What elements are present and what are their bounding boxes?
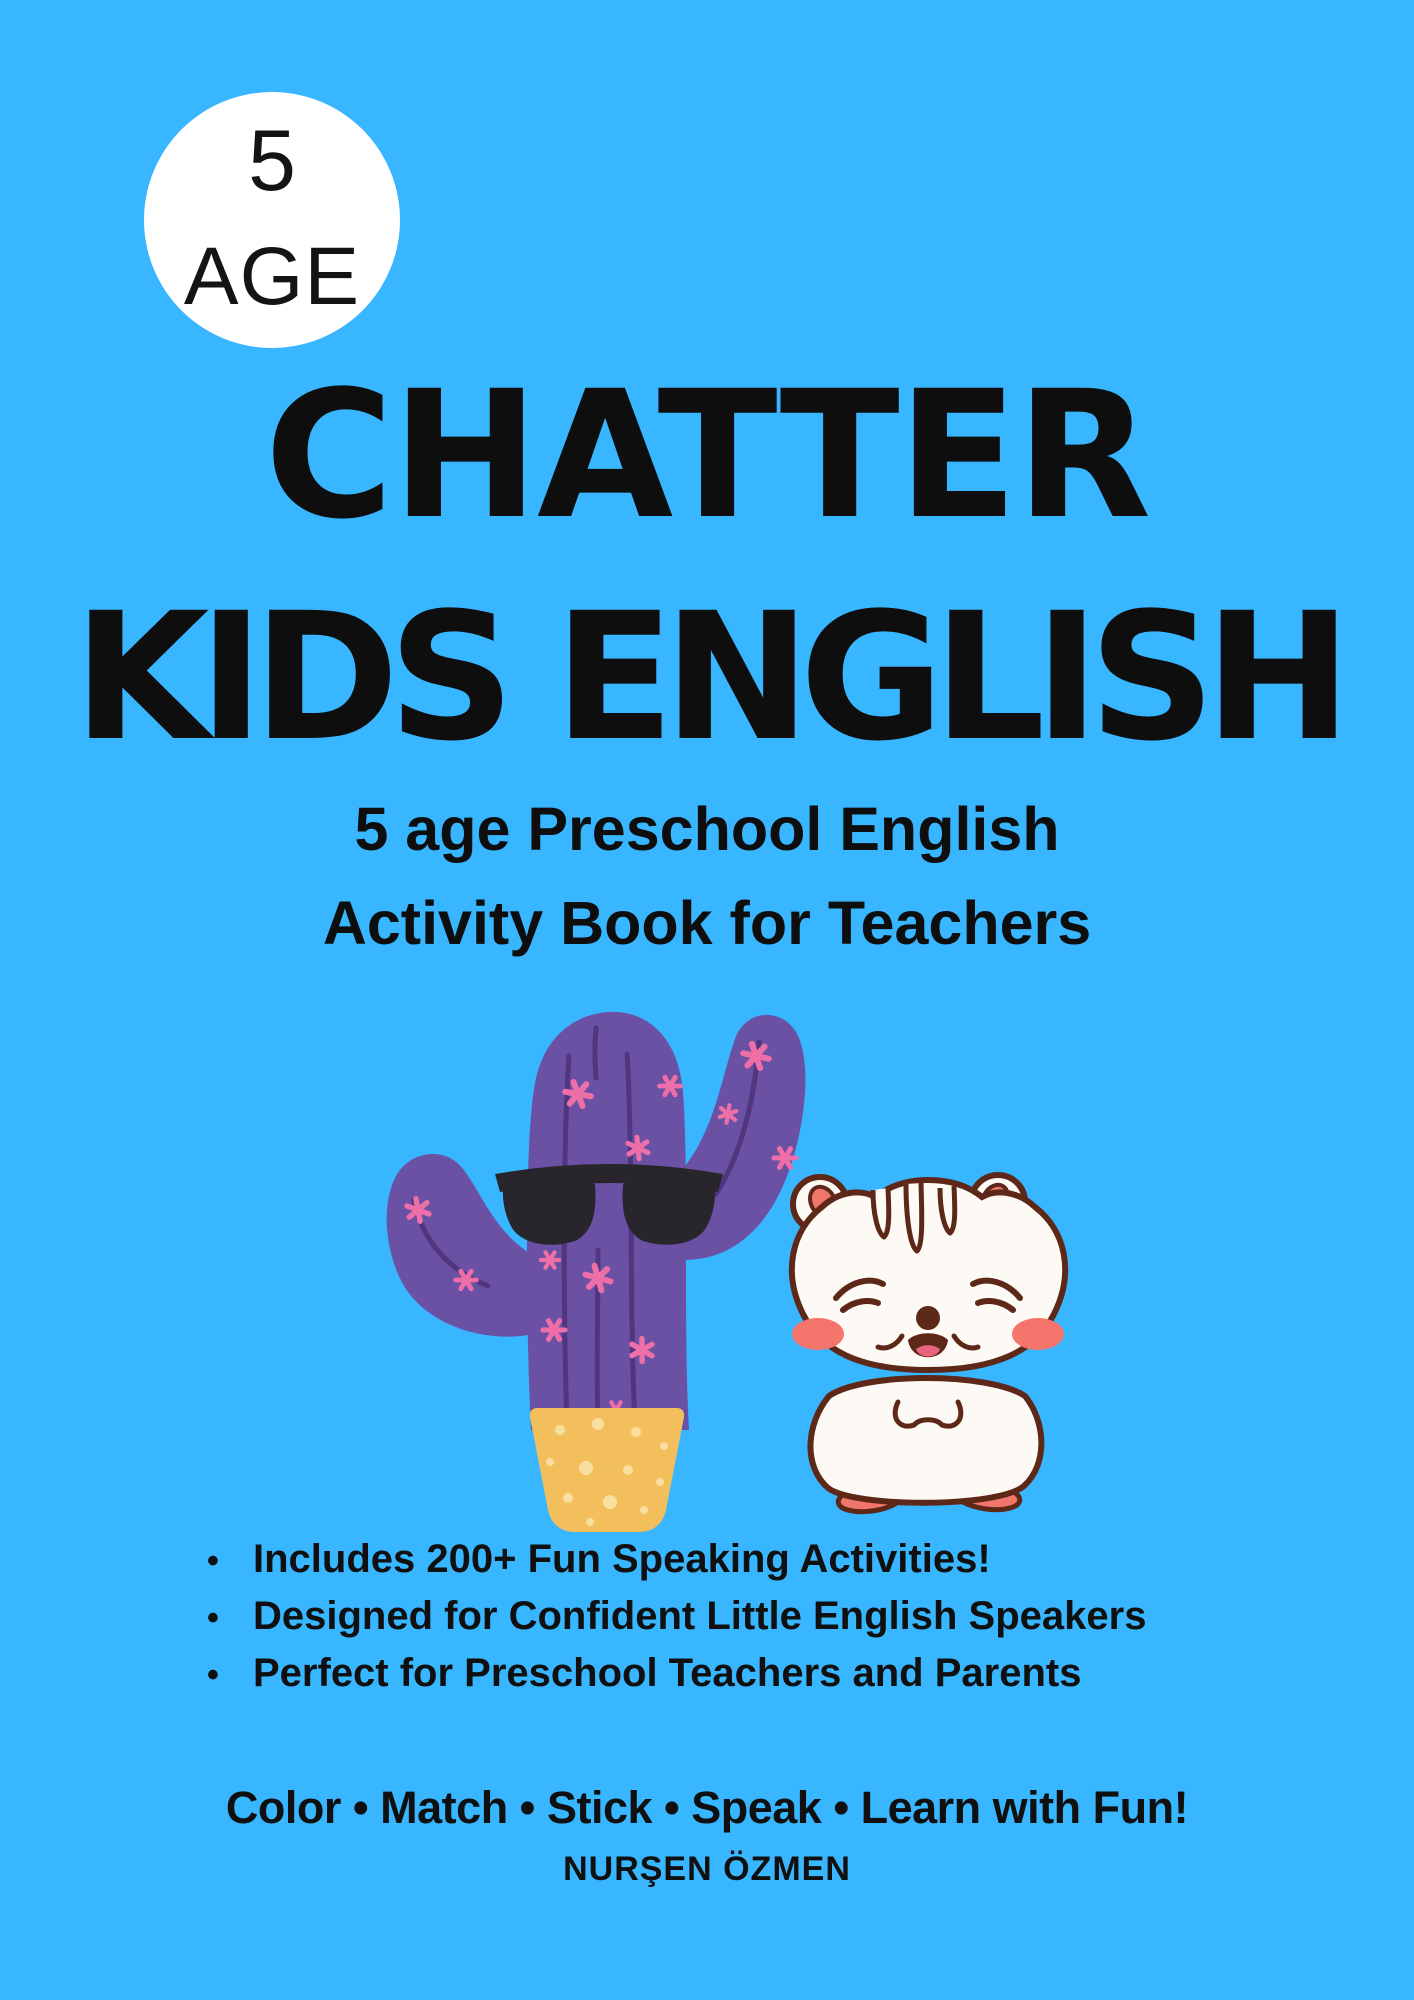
age-badge	[144, 92, 400, 348]
feature-item	[207, 1589, 1207, 1646]
subtitle-line1: 5 age Preschool English	[354, 795, 1060, 863]
bullet-dot: •	[207, 1656, 219, 1694]
feature-item	[207, 1532, 1207, 1589]
feature-text: Includes 200+ Fun Speaking Activities!	[253, 1537, 991, 1581]
title-line2: KIDS ENGLISH	[73, 575, 1341, 780]
title-line1: CHATTER	[264, 353, 1150, 558]
features-list	[207, 1532, 1207, 1703]
author-name: NURŞEN ÖZMEN	[563, 1850, 851, 1888]
subtitle	[0, 782, 1414, 970]
age-label: AGE	[183, 231, 361, 322]
illustration	[298, 998, 1073, 1538]
cactus-icon	[387, 1012, 806, 1532]
bullet-dot: •	[207, 1599, 219, 1637]
pot-icon	[530, 1408, 684, 1532]
tagline: Color • Match • Stick • Speak • Learn with Fun!	[225, 1782, 1189, 1833]
feature-item	[207, 1646, 1207, 1703]
age-number: 5	[248, 113, 296, 209]
hamster-icon	[792, 1175, 1065, 1515]
feature-text: Perfect for Preschool Teachers and Parents	[253, 1651, 1082, 1695]
subtitle-line2: Activity Book for Teachers	[322, 889, 1092, 957]
bullet-dot: •	[207, 1542, 219, 1580]
feature-text: Designed for Confident Little English Speakers	[253, 1594, 1147, 1638]
